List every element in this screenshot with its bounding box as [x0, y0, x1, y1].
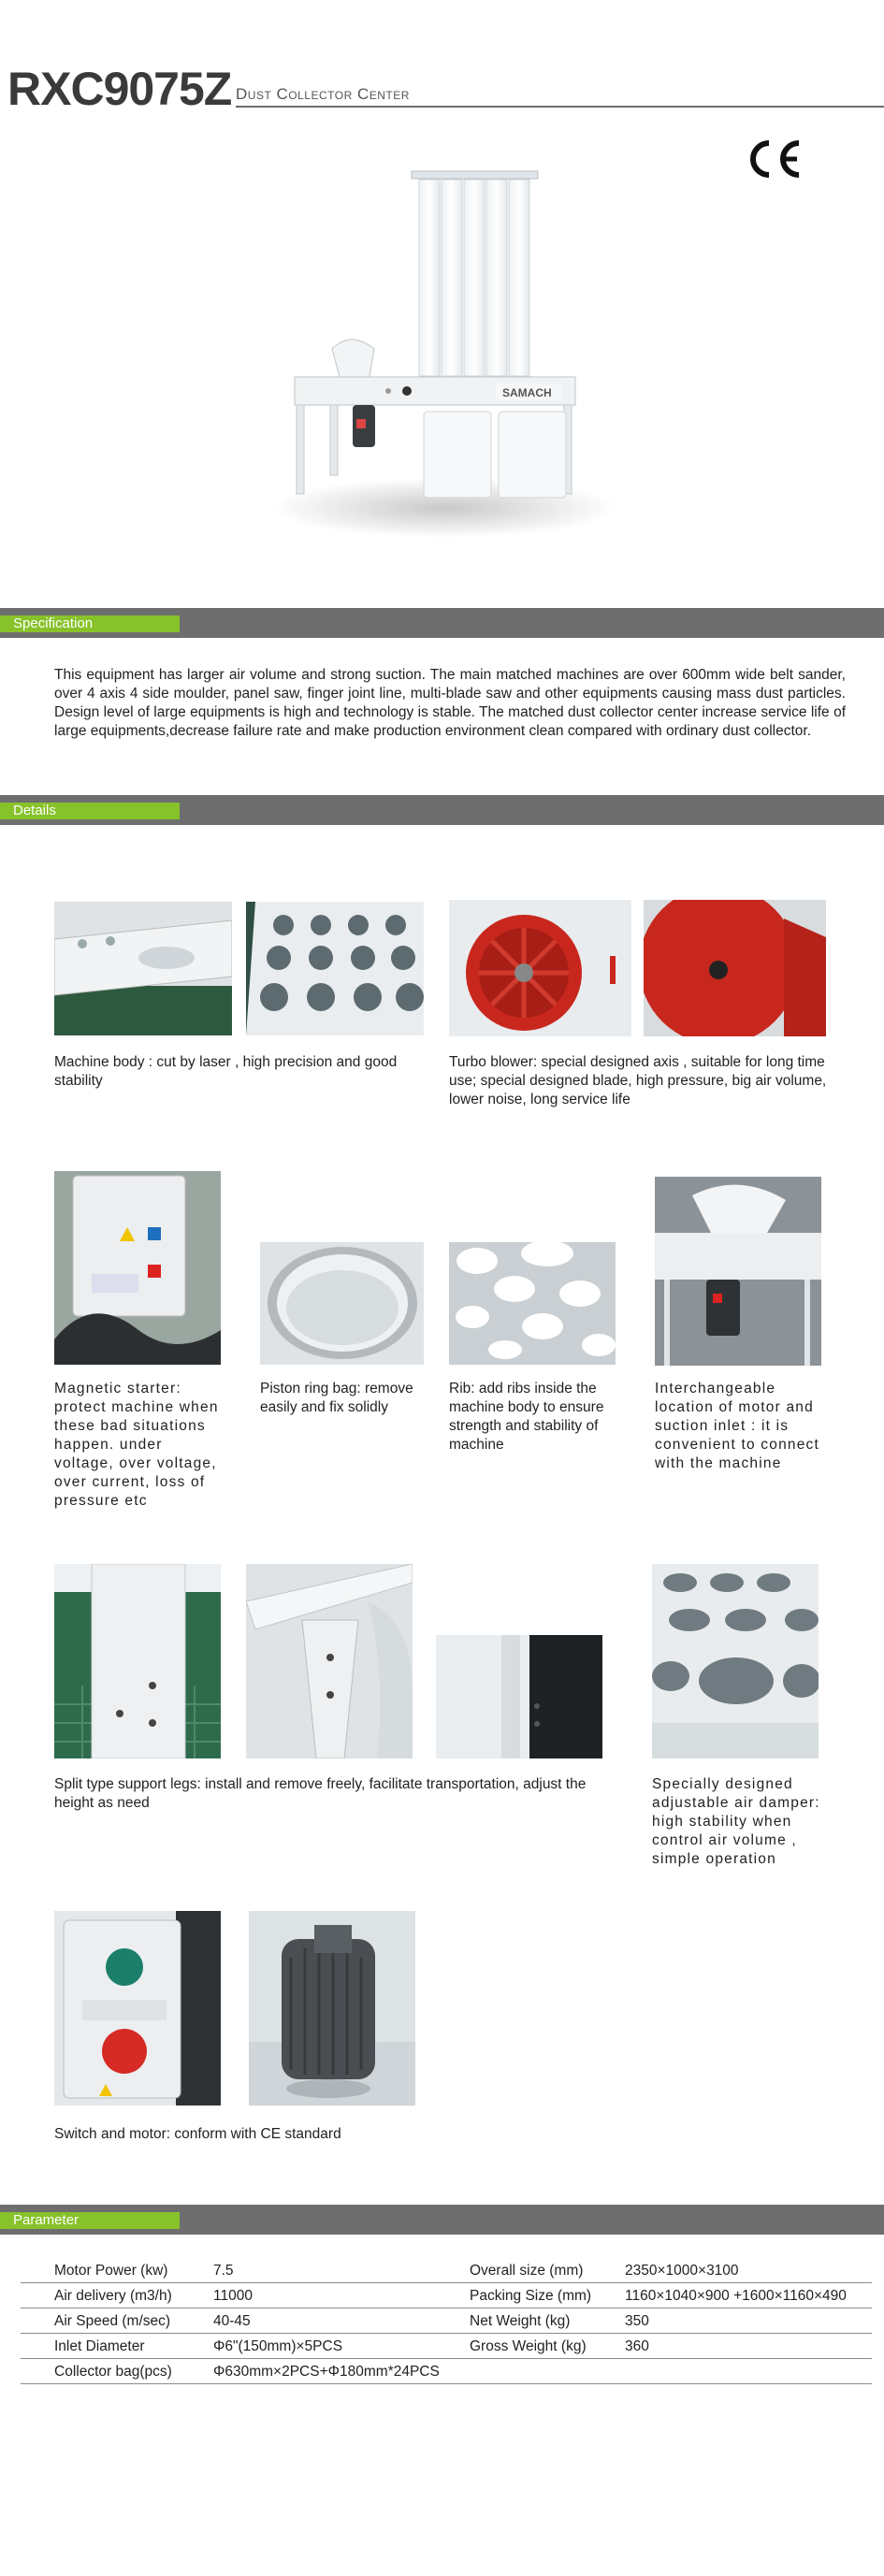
motor-photo: [249, 1911, 415, 2106]
header-divider: [236, 106, 884, 108]
param-label: Collector bag(pcs): [54, 2364, 172, 2380]
magnetic-starter-photo: [54, 1171, 221, 1365]
switch-motor-caption: Switch and motor: conform with CE standard: [54, 2126, 341, 2142]
param-value: Φ6"(150mm)×5PCS: [213, 2338, 343, 2354]
parameter-section-bar: [0, 2205, 884, 2235]
details-heading: Details: [13, 803, 56, 818]
model-number: RXC9075Z: [7, 63, 232, 115]
table-row: [21, 2308, 872, 2334]
param-value: 40-45: [213, 2313, 251, 2329]
details-tag: [0, 803, 180, 819]
interchangeable-caption: Interchangeable location of motor and suction inlet : it is convenient to connect with the machine: [655, 1381, 819, 1471]
air-damper-photo: [652, 1564, 819, 1758]
param-value: 360: [625, 2338, 649, 2354]
param-label: Air Speed (m/sec): [54, 2313, 171, 2329]
table-row: [21, 2258, 872, 2283]
param-label: Gross Weight (kg): [470, 2338, 587, 2354]
param-value: 2350×1000×3100: [625, 2263, 739, 2279]
intro-paragraph: This equipment has larger air volume and strong suction. The main matched machines are over 600mm wide belt sander, over 4 axis 4 side moulder, panel saw, finger joint line, multi-blade saw and other equipments causing mass dust particles. Design level of large equipments is high and technology is stable. The matched dust collector center increase service life of large equipments,decrease failure rate and make production environment clean compared with ordinary dust collector.: [54, 667, 846, 739]
machine-body-caption: Machine body : cut by laser , high precision and good stability: [54, 1054, 398, 1089]
specification-heading: Specification: [13, 615, 94, 631]
details-section-bar: [0, 795, 884, 825]
magnetic-starter-caption: Magnetic starter: protect machine when these bad situations happen. under voltage, over voltage, over current, loss of pressure etc: [54, 1381, 219, 1509]
collector-bag-photo: [436, 1635, 602, 1758]
turbo-blower-caption: Turbo blower: special designed axis , suitable for long time use; special designed blade, high pressure, big air volume, lower noise, long service life: [449, 1054, 827, 1107]
param-label: Packing Size (mm): [470, 2288, 592, 2304]
support-leg-photo-1: [54, 1564, 221, 1758]
machine-body-photo-1: [54, 902, 232, 1035]
param-value: 350: [625, 2313, 649, 2329]
support-leg-photo-2: [246, 1564, 413, 1758]
param-value: Φ630mm×2PCS+Φ180mm*24PCS: [213, 2364, 440, 2380]
page-header: [0, 0, 884, 122]
param-label: Overall size (mm): [470, 2263, 584, 2279]
turbo-blower-photo-2: [644, 900, 826, 1036]
product-hero-image: [267, 166, 617, 541]
table-row: [21, 2359, 872, 2384]
param-value: 7.5: [213, 2263, 234, 2279]
parameter-heading: Parameter: [13, 2212, 80, 2228]
parameter-table: [21, 2258, 872, 2384]
samach-logo: SAMACH: [502, 386, 552, 399]
interchangeable-location-photo: [655, 1177, 821, 1366]
rib-photo: [449, 1242, 616, 1365]
param-label: Net Weight (kg): [470, 2313, 571, 2329]
ce-mark-icon: [739, 131, 810, 187]
switch-photo: [54, 1911, 221, 2106]
support-legs-caption: Split type support legs: install and remove freely, facilitate transportation, adjust the height as need: [54, 1776, 587, 1811]
parameter-tag: [0, 2212, 180, 2229]
air-damper-caption: Specially designed adjustable air damper: high stability when control air volume , simple operation: [652, 1776, 820, 1867]
machine-body-photo-2: [246, 902, 424, 1035]
param-value: 1160×1040×900 +1600×1160×490: [625, 2288, 847, 2304]
piston-ring-bag-caption: Piston ring bag: remove easily and fix solidly: [260, 1381, 413, 1415]
piston-ring-bag-photo: [260, 1242, 424, 1365]
param-label: Motor Power (kw): [54, 2263, 168, 2279]
param-label: Air delivery (m3/h): [54, 2288, 172, 2304]
turbo-blower-photo-1: [449, 900, 631, 1036]
specification-tag: [0, 615, 180, 632]
rib-caption: Rib: add ribs inside the machine body to ensure strength and stability of machine: [449, 1381, 604, 1453]
product-subtitle: Dust Collector Center: [236, 85, 410, 103]
specification-section-bar: [0, 608, 884, 638]
table-row: [21, 2334, 872, 2359]
param-value: 11000: [213, 2288, 253, 2304]
param-label: Inlet Diameter: [54, 2338, 145, 2354]
table-row: [21, 2283, 872, 2308]
